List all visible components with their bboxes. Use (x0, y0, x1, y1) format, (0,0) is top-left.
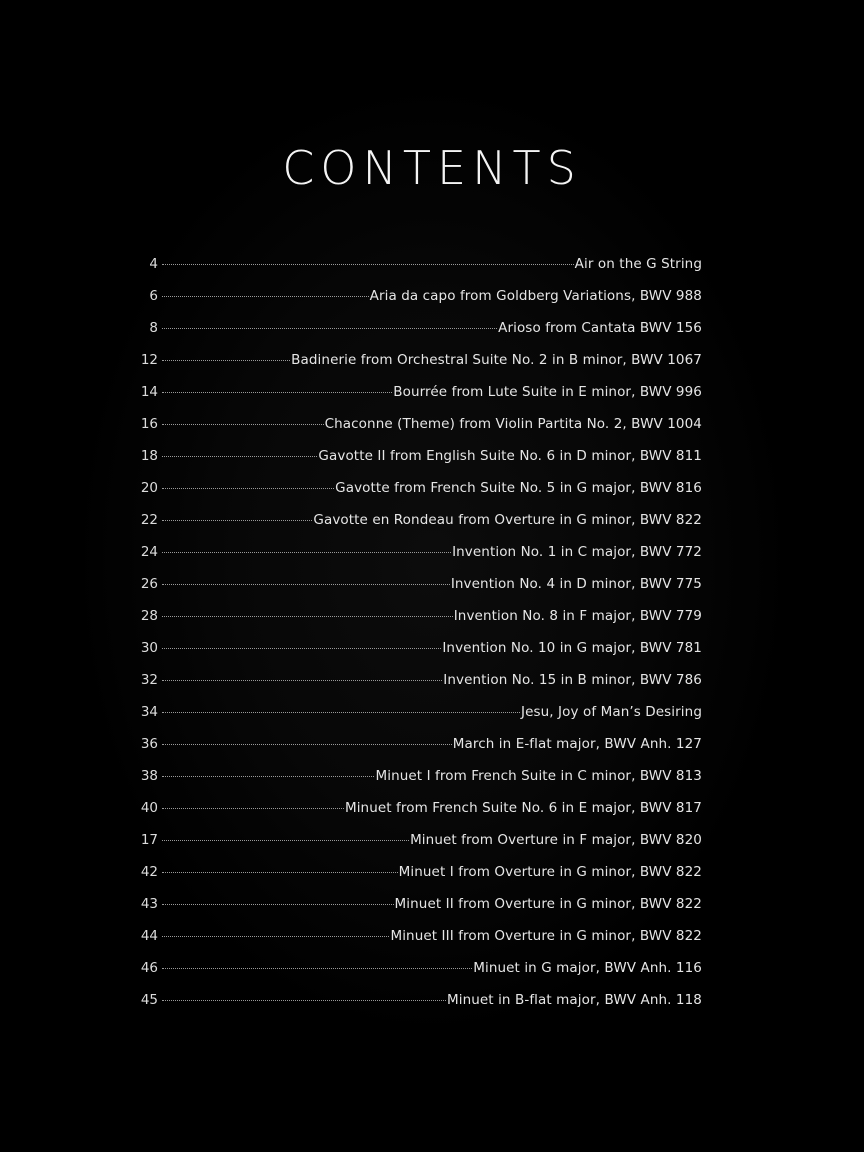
toc-page-number: 22 (140, 512, 158, 528)
toc-entry-title: Minuet III from Overture in G minor, BWV 822 (390, 928, 702, 944)
toc-entry[interactable] (138, 992, 702, 1024)
toc-page-number: 6 (149, 288, 158, 304)
toc-entry[interactable] (138, 896, 702, 928)
toc-entry-title: Gavotte en Rondeau from Overture in G minor, BWV 822 (313, 512, 702, 528)
toc-entry-title: Minuet in G major, BWV Anh. 116 (473, 960, 702, 976)
toc-entry-title: Minuet II from Overture in G minor, BWV 822 (394, 896, 702, 912)
toc-entry-title: Aria da capo from Goldberg Variations, BWV 988 (369, 288, 702, 304)
dot-leader (162, 808, 344, 809)
toc-entry-title: Bourrée from Lute Suite in E minor, BWV 996 (393, 384, 702, 400)
toc-page-number: 44 (140, 928, 158, 944)
dot-leader (162, 904, 394, 905)
toc-page-number: 8 (149, 320, 158, 336)
toc-page-number: 42 (140, 864, 158, 880)
toc-entry-title: Chaconne (Theme) from Violin Partita No. 2, BWV 1004 (324, 416, 702, 432)
dot-leader (162, 424, 324, 425)
toc-entry[interactable] (138, 864, 702, 896)
table-of-contents (138, 256, 702, 1024)
dot-leader (162, 1000, 446, 1001)
toc-entry[interactable] (138, 480, 702, 512)
toc-entry[interactable] (138, 832, 702, 864)
toc-entry[interactable] (138, 736, 702, 768)
toc-entry-title: Minuet in B-flat major, BWV Anh. 118 (446, 992, 702, 1008)
toc-entry-title: Minuet from Overture in F major, BWV 820 (410, 832, 702, 848)
toc-page-number: 4 (149, 256, 158, 272)
toc-entry-title: Invention No. 4 in D minor, BWV 775 (450, 576, 702, 592)
toc-entry-title: March in E-flat major, BWV Anh. 127 (452, 736, 702, 752)
toc-entry-title: Jesu, Joy of Man’s Desiring (521, 704, 702, 720)
toc-entry[interactable] (138, 640, 702, 672)
toc-entry[interactable] (138, 288, 702, 320)
dot-leader (162, 584, 450, 585)
dot-leader (162, 712, 520, 713)
dot-leader (162, 520, 312, 521)
toc-entry-title: Invention No. 8 in F major, BWV 779 (453, 608, 702, 624)
toc-page-number: 38 (140, 768, 158, 784)
dot-leader (162, 488, 334, 489)
toc-entry[interactable] (138, 320, 702, 352)
toc-page-number: 24 (140, 544, 158, 560)
dot-leader (162, 840, 409, 841)
toc-page-number: 40 (140, 800, 158, 816)
toc-page-number: 14 (140, 384, 158, 400)
toc-entry[interactable] (138, 256, 702, 288)
dot-leader (162, 680, 442, 681)
toc-entry[interactable] (138, 800, 702, 832)
toc-entry[interactable] (138, 448, 702, 480)
toc-entry-title: Gavotte II from English Suite No. 6 in D minor, BWV 811 (318, 448, 702, 464)
toc-page-number: 46 (140, 960, 158, 976)
toc-page-number: 12 (140, 352, 158, 368)
toc-page-number: 28 (140, 608, 158, 624)
toc-page-number: 43 (140, 896, 158, 912)
toc-entry[interactable] (138, 576, 702, 608)
toc-entry[interactable] (138, 608, 702, 640)
toc-page-number: 20 (140, 480, 158, 496)
toc-entry-title: Invention No. 10 in G major, BWV 781 (442, 640, 702, 656)
dot-leader (162, 776, 374, 777)
toc-page-number: 45 (140, 992, 158, 1008)
dot-leader (162, 296, 369, 297)
toc-entry[interactable] (138, 544, 702, 576)
dot-leader (162, 936, 389, 937)
dot-leader (162, 648, 441, 649)
toc-page-number: 36 (140, 736, 158, 752)
dot-leader (162, 872, 398, 873)
toc-page-number: 16 (140, 416, 158, 432)
toc-entry[interactable] (138, 512, 702, 544)
toc-page-number: 18 (140, 448, 158, 464)
toc-page-number: 34 (140, 704, 158, 720)
toc-entry[interactable] (138, 352, 702, 384)
dot-leader (162, 616, 453, 617)
dot-leader (162, 328, 497, 329)
dot-leader (162, 744, 452, 745)
toc-entry[interactable] (138, 416, 702, 448)
toc-entry[interactable] (138, 704, 702, 736)
toc-entry[interactable] (138, 768, 702, 800)
toc-page-number: 30 (140, 640, 158, 656)
toc-entry-title: Gavotte from French Suite No. 5 in G major, BWV 816 (335, 480, 702, 496)
dot-leader (162, 360, 290, 361)
dot-leader (162, 552, 451, 553)
toc-entry[interactable] (138, 672, 702, 704)
toc-entry[interactable] (138, 384, 702, 416)
toc-entry[interactable] (138, 960, 702, 992)
toc-entry-title: Arioso from Cantata BWV 156 (498, 320, 702, 336)
dot-leader (162, 968, 472, 969)
dot-leader (162, 392, 392, 393)
toc-entry-title: Minuet I from Overture in G minor, BWV 822 (398, 864, 702, 880)
dot-leader (162, 456, 317, 457)
toc-page-number: 26 (140, 576, 158, 592)
dot-leader (162, 264, 574, 265)
toc-entry-title: Minuet from French Suite No. 6 in E major, BWV 817 (344, 800, 702, 816)
page-title: CONTENTS (282, 141, 582, 195)
toc-entry-title: Badinerie from Orchestral Suite No. 2 in B minor, BWV 1067 (291, 352, 702, 368)
toc-page-number: 32 (140, 672, 158, 688)
toc-page-number: 17 (140, 832, 158, 848)
toc-entry[interactable] (138, 928, 702, 960)
toc-entry-title: Minuet I from French Suite in C minor, BWV 813 (375, 768, 702, 784)
toc-entry-title: Air on the G String (574, 256, 702, 272)
toc-entry-title: Invention No. 15 in B minor, BWV 786 (443, 672, 702, 688)
toc-entry-title: Invention No. 1 in C major, BWV 772 (452, 544, 702, 560)
